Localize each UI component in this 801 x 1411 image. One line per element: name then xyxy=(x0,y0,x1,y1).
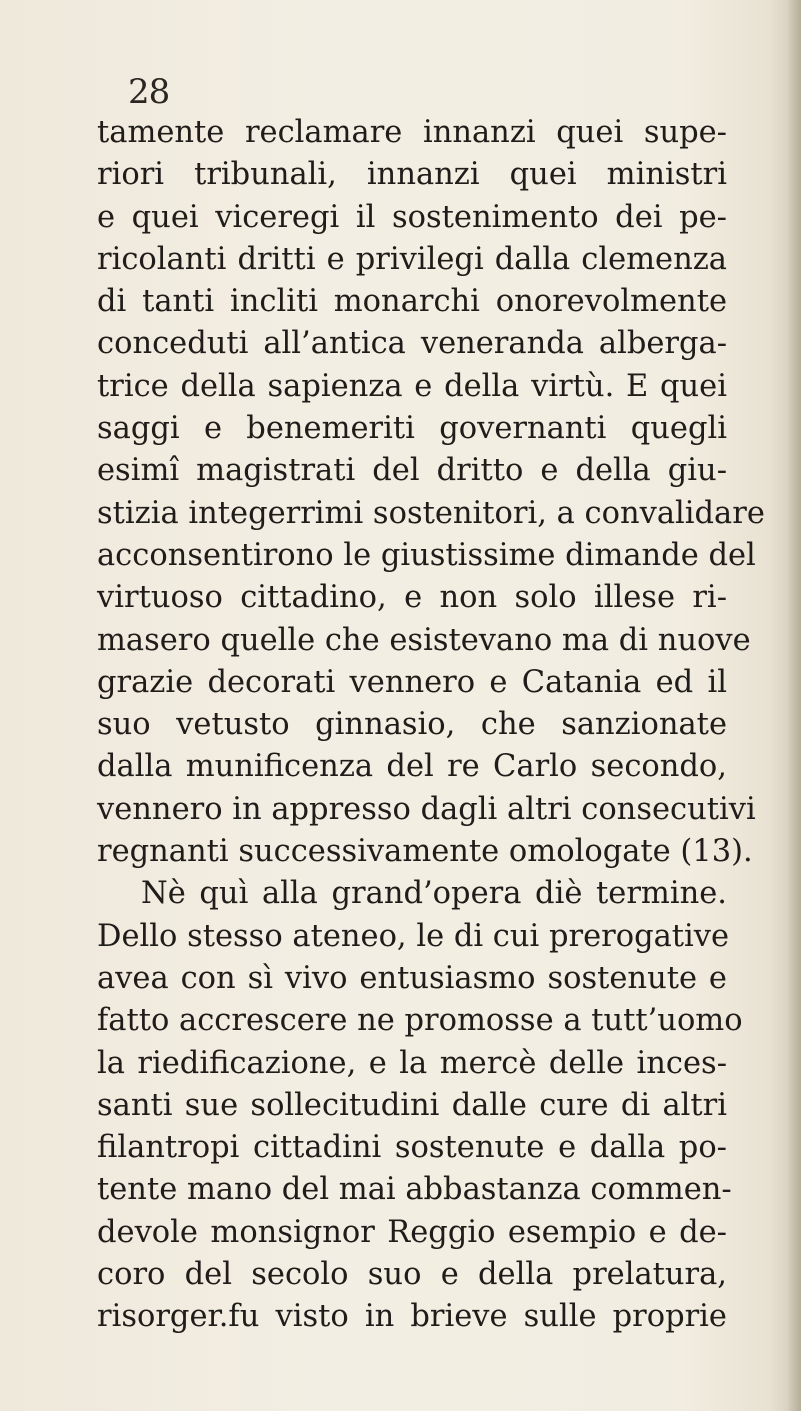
text-line: di tanti incliti monarchi onorevolmente xyxy=(97,284,727,320)
text-line: ricolanti dritti e privilegi dalla clemenza xyxy=(97,241,727,277)
page-edge-shadow xyxy=(787,0,801,1411)
text-line: e quei viceregi il sostenimento dei pe- xyxy=(97,199,727,235)
text-line: coro del secolo suo e della prelatura, xyxy=(97,1257,727,1293)
text-line: riori tribunali, innanzi quei ministri xyxy=(97,157,727,193)
text-line: tamente reclamare innanzi quei supe- xyxy=(97,115,727,150)
body-text xyxy=(97,112,765,1339)
text-line: avea con sì vivo entusiasmo sostenute e xyxy=(97,960,727,996)
text-line: Dello stesso ateneo, le di cui prerogative xyxy=(97,918,730,954)
text-line: suo vetusto ginnasio, che sanzionate xyxy=(97,707,727,743)
text-line: stizia integerrimi sostenitori, a convalidare xyxy=(97,495,765,531)
text-line: acconsentirono le giustissime dimande del xyxy=(97,537,756,573)
text-line: virtuoso cittadino, e non solo illese ri- xyxy=(97,580,727,616)
text-line: vennero in appresso dagli altri consecutivi xyxy=(97,791,756,827)
text-line: dalla munificenza del re Carlo secondo, xyxy=(97,749,727,785)
text-line: esimî magistrati del dritto e della giu- xyxy=(97,453,727,489)
text-line: trice della sapienza e della virtù. E quei xyxy=(97,368,727,404)
text-line: santi sue sollecitudini dalle cure di altri xyxy=(97,1087,727,1123)
text-line-paragraph-start: Nè quì alla grand’opera diè termine. xyxy=(141,876,727,912)
text-line: conceduti all’antica veneranda alberga- xyxy=(97,326,727,362)
text-line: fatto accrescere ne promosse a tutt’uomo xyxy=(97,1003,743,1039)
text-line: grazie decorati vennero e Catania ed il xyxy=(97,664,727,700)
text-line: devole monsignor Reggio esempio e de- xyxy=(97,1214,727,1250)
text-line: regnanti successivamente omologate (13). xyxy=(97,834,753,870)
text-line: filantropi cittadini sostenute e dalla po- xyxy=(97,1130,727,1166)
text-line: la riedificazione, e la mercè delle inces- xyxy=(97,1045,727,1081)
page-number: 28 xyxy=(128,72,170,112)
text-line: masero quelle che esistevano ma di nuove xyxy=(97,622,751,658)
text-line: risorger.fu visto in brieve sulle proprie xyxy=(97,1299,727,1335)
text-line: saggi e benemeriti governanti quegli xyxy=(97,411,727,447)
text-line: tente mano del mai abbastanza commen- xyxy=(97,1172,732,1208)
